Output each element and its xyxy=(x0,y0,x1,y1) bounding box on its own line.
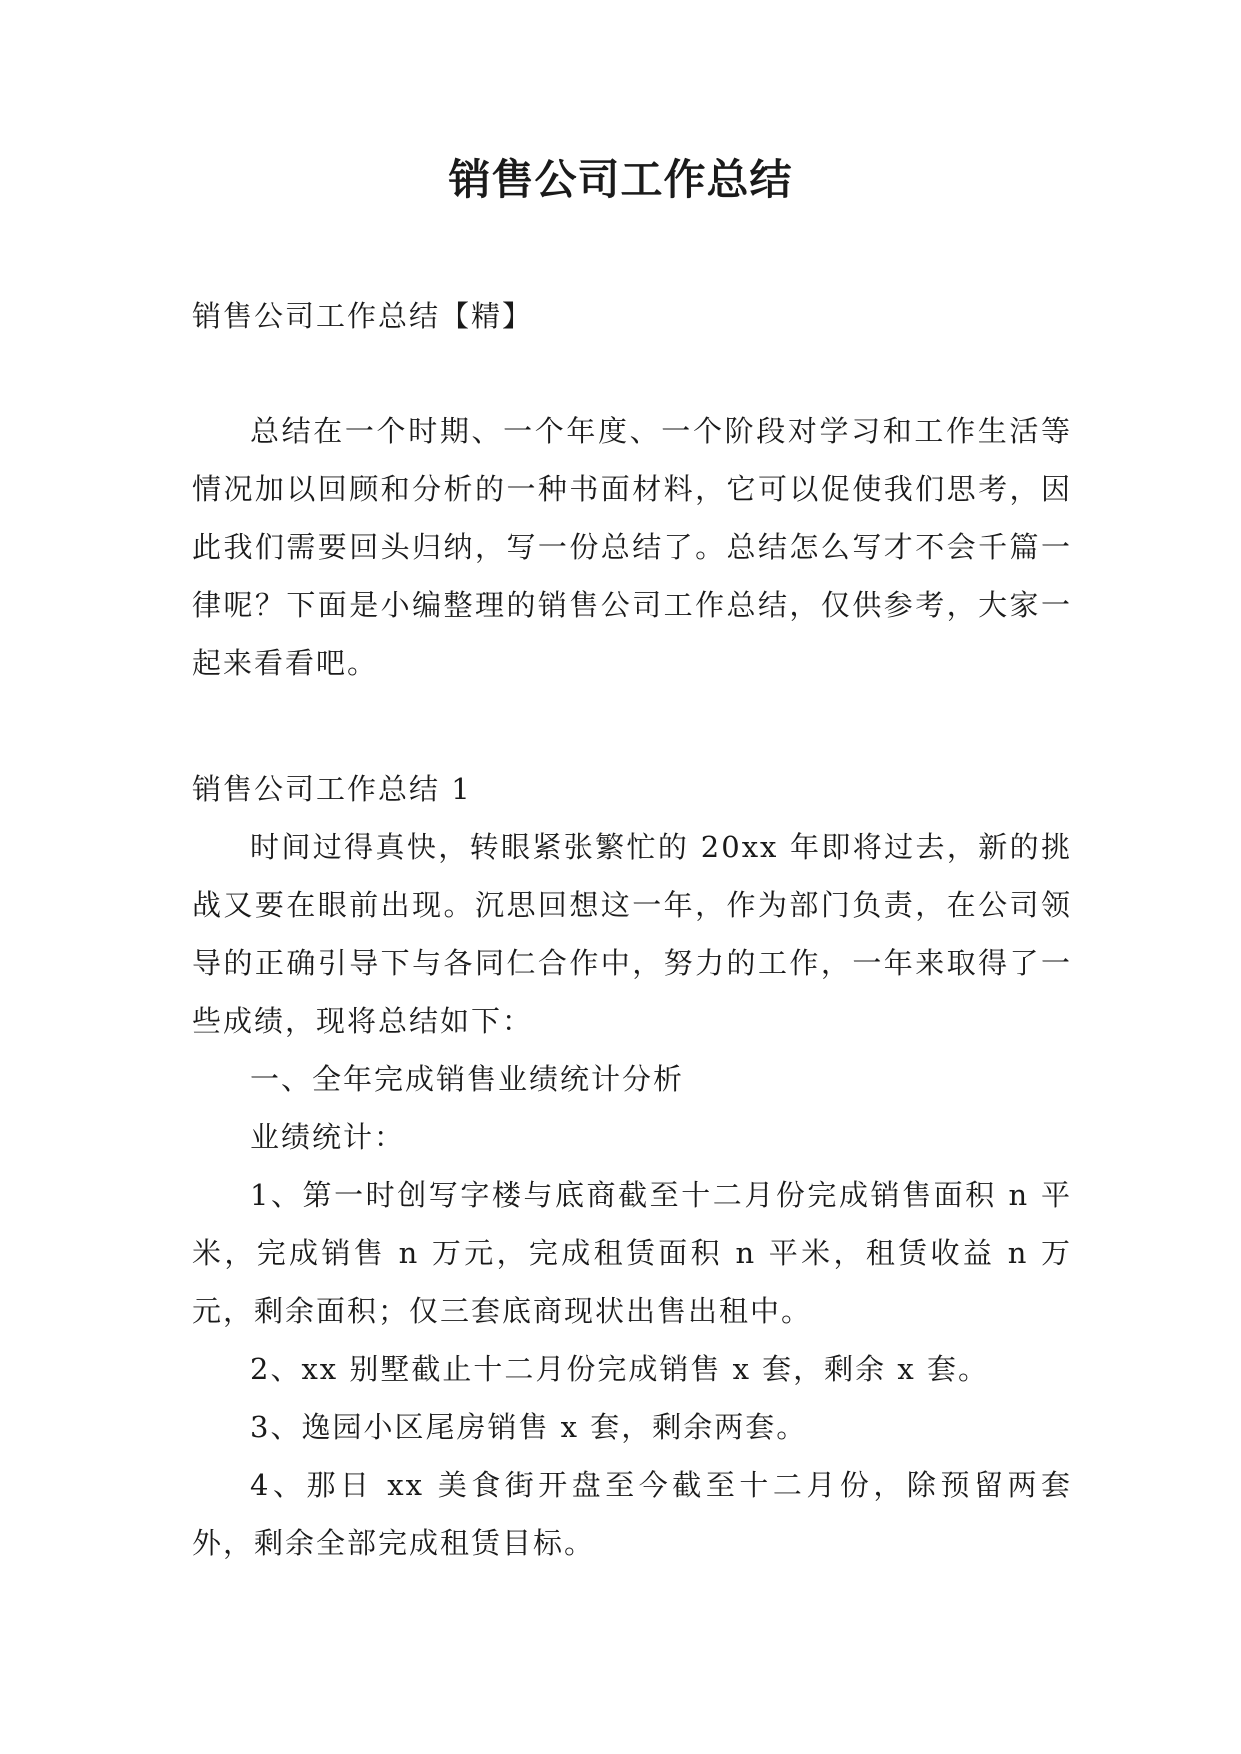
body-paragraph: 3、逸园小区尾房销售 x 套，剩余两套。 xyxy=(250,1410,808,1444)
body-paragraph: 1、第一时创写字楼与底商截至十二月份完成销售面积 n 平米，完成销售 n 万元，完成租赁面积 n 平米，租赁收益 n 万元，剩余面积；仅三套底商现状出售出租中。 xyxy=(192,1178,1072,1328)
section-heading: 销售公司工作总结 1 xyxy=(192,772,472,806)
document-subtitle: 销售公司工作总结【精】 xyxy=(192,299,534,333)
body-paragraph: 4、那日 xx 美食街开盘至今截至十二月份，除预留两套外，剩余全部完成租赁目标。 xyxy=(192,1468,1072,1560)
body-paragraph: 时间过得真快，转眼紧张繁忙的 20xx 年即将过去，新的挑战又要在眼前出现。沉思回想这一年，作为部门负责，在公司领导的正确引导下与各同仁合作中，努力的工作，一年来取得了一些成绩，现将总结如下： xyxy=(192,830,1072,1038)
body-paragraph: 2、xx 别墅截止十二月份完成销售 x 套，剩余 x 套。 xyxy=(250,1352,989,1386)
intro-block xyxy=(192,402,1072,692)
body-paragraph: 一、全年完成销售业绩统计分析 xyxy=(250,1062,685,1096)
body-paragraph: 业绩统计： xyxy=(250,1120,406,1154)
page-title: 销售公司工作总结 xyxy=(448,155,793,204)
section-body xyxy=(192,818,1072,1572)
intro-paragraph: 总结在一个时期、一个年度、一个阶段对学习和工作生活等情况加以回顾和分析的一种书面材料，它可以促使我们思考，因此我们需要回头归纳，写一份总结了。总结怎么写才不会千篇一律呢？下面是小编整理的销售公司工作总结，仅供参考，大家一起来看看吧。 xyxy=(192,414,1072,680)
